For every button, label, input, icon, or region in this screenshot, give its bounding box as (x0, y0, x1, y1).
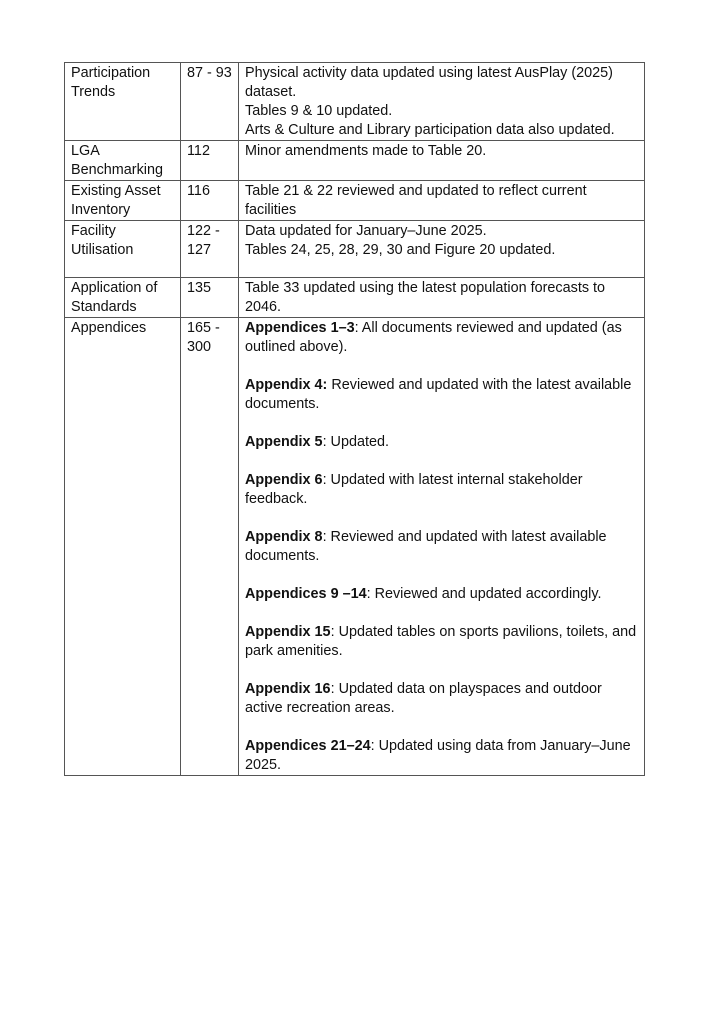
section-label: Inventory (71, 202, 131, 218)
appendix-label: Appendix 6 (245, 472, 323, 488)
appendix-text: : Updated tables on sports pavilions, toilets, and park amenities. (245, 624, 637, 659)
description-line: Physical activity data updated using latest AusPlay (2025) (245, 65, 613, 81)
description-line: Tables 24, 25, 28, 29, 30 and Figure 20 updated. (245, 242, 556, 258)
appendix-entry (245, 585, 638, 604)
description-cell (239, 63, 645, 141)
appendix-label: Appendix 16 (245, 681, 331, 697)
table-row (65, 63, 645, 141)
page-range: 300 (187, 339, 212, 355)
page-range: 127 (187, 242, 212, 258)
section-cell (65, 63, 181, 141)
description-line: Table 33 updated using the latest population forecasts to (245, 280, 606, 296)
appendix-label: Appendix 4: (245, 377, 328, 393)
page-range: 116 (187, 183, 210, 199)
appendix-entry (245, 680, 638, 718)
appendix-entry (245, 376, 638, 414)
description-line: Data updated for January–June 2025. (245, 223, 487, 239)
appendix-entry (245, 623, 638, 661)
section-label: Existing Asset (71, 183, 161, 199)
section-label: Utilisation (71, 242, 134, 258)
appendix-label: Appendices 21–24 (245, 738, 371, 754)
appendix-label: Appendix 5 (245, 434, 323, 450)
appendix-text: : Updated with latest internal stakeholder feedback. (245, 472, 583, 507)
section-cell (65, 318, 181, 776)
section-label: Appendices (71, 320, 147, 336)
appendix-entry (245, 737, 638, 775)
changes-table (64, 62, 645, 776)
appendix-label: Appendices 1–3 (245, 320, 355, 336)
pages-cell (181, 141, 239, 181)
appendix-text: : Updated using data from January–June 2025. (245, 738, 631, 773)
section-label: Facility (71, 223, 116, 239)
pages-cell (181, 278, 239, 318)
page-range: 122 - (187, 223, 220, 239)
appendix-label: Appendices 9 –14 (245, 586, 367, 602)
appendix-entry (245, 528, 638, 566)
table-row (65, 221, 645, 278)
appendix-text: Reviewed and updated with the latest available documents. (245, 377, 632, 412)
appendix-text: : All documents reviewed and updated (as outlined above). (245, 320, 622, 355)
pages-cell (181, 318, 239, 776)
appendix-text: : Reviewed and updated with latest available documents. (245, 529, 607, 564)
appendix-entry (245, 319, 638, 357)
page-range: 87 - 93 (187, 65, 232, 81)
description-line: 2046. (245, 299, 282, 315)
page-range: 135 (187, 280, 212, 296)
description-line: Arts & Culture and Library participation data also updated. (245, 122, 615, 138)
appendix-text: : Updated data on playspaces and outdoor active recreation areas. (245, 681, 602, 716)
table-row (65, 278, 645, 318)
pages-cell (181, 221, 239, 278)
pages-cell (181, 181, 239, 221)
section-cell (65, 181, 181, 221)
description-cell (239, 278, 645, 318)
section-cell (65, 278, 181, 318)
section-label: Standards (71, 299, 137, 315)
description-line: dataset. (245, 84, 297, 100)
appendix-label: Appendix 8 (245, 529, 323, 545)
pages-cell (181, 63, 239, 141)
page-range: 112 (187, 143, 210, 159)
description-line: Table 21 & 22 reviewed and updated to reflect current (245, 183, 587, 199)
description-line: Minor amendments made to Table 20. (245, 143, 487, 159)
description-line: facilities (245, 202, 297, 218)
appendix-text: : Updated. (322, 434, 389, 450)
description-cell (239, 318, 645, 776)
appendix-entry (245, 433, 638, 452)
section-cell (65, 221, 181, 278)
appendix-entry (245, 471, 638, 509)
description-cell (239, 221, 645, 278)
table-row (65, 181, 645, 221)
description-cell (239, 181, 645, 221)
section-label: Application of (71, 280, 158, 296)
description-line: Tables 9 & 10 updated. (245, 103, 393, 119)
section-cell (65, 141, 181, 181)
table-row (65, 318, 645, 776)
section-label: Participation (71, 65, 151, 81)
table-row (65, 141, 645, 181)
section-label: Benchmarking (71, 162, 163, 178)
appendix-text: : Reviewed and updated accordingly. (366, 586, 602, 602)
page-range: 165 - (187, 320, 220, 336)
appendix-label: Appendix 15 (245, 624, 331, 640)
section-label: Trends (71, 84, 116, 100)
description-cell (239, 141, 645, 181)
section-label: LGA (71, 143, 100, 159)
